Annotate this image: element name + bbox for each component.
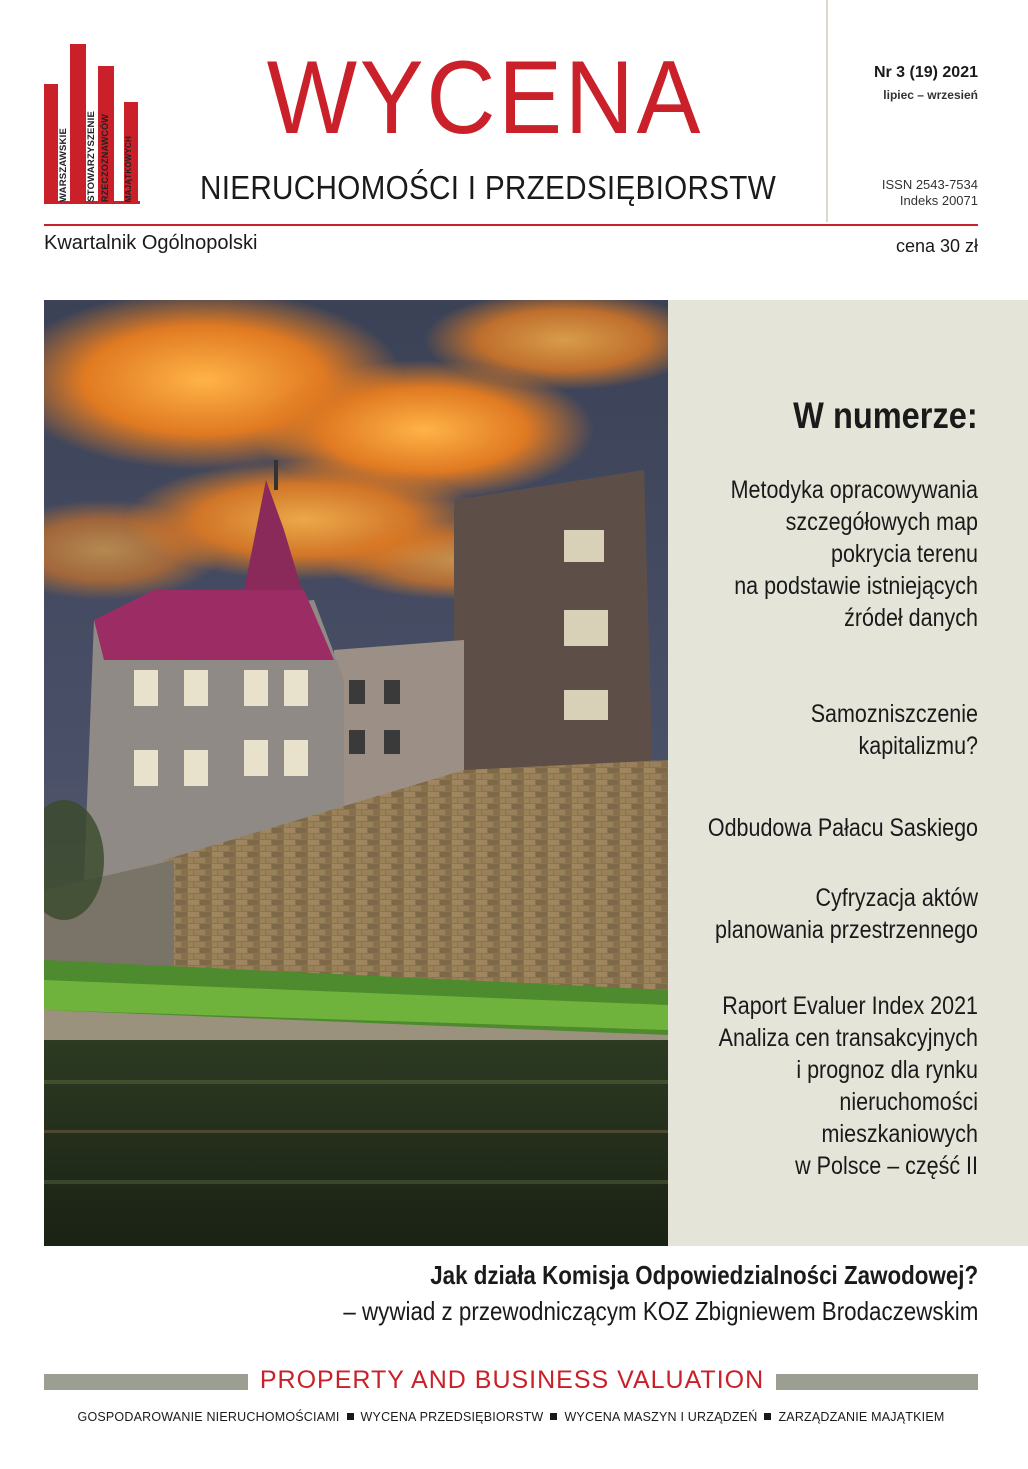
- toc-item-1: Metodyka opracowywania szczegółowych map pokrycia terenu na podstawie istniejących źródeł danych: [730, 476, 978, 632]
- interview-subline: – wywiad z przewodniczącym KOZ Zbigniewem Brodaczewskim: [343, 1296, 978, 1326]
- issue-number: Nr 3 (19) 2021: [873, 64, 978, 81]
- toc-item-4: Cyfryzacja aktów planowania przestrzennego: [715, 884, 978, 944]
- footer-bar-right: [776, 1374, 978, 1390]
- logo-line-4: MAJĄTKOWYCH: [124, 135, 133, 202]
- footer-category-4: ZARZĄDZANIE MAJĄTKIEM: [778, 1410, 945, 1424]
- cover-photo: [44, 300, 668, 1246]
- cover-photo-illustration: [44, 300, 668, 1246]
- magazine-subtitle: NIERUCHOMOŚCI I PRZEDSIĘBIORSTW: [200, 169, 777, 206]
- issue-period: lipiec – wrzesień: [883, 88, 978, 102]
- periodicity-label: Kwartalnik Ogólnopolski: [44, 232, 258, 254]
- footer-category-2: WYCENA PRZEDSIĘBIORSTW: [360, 1410, 544, 1424]
- logo-line-3: RZECZOZNAWCÓW: [100, 113, 110, 202]
- logo-line-1: WARSZAWSKIE: [58, 128, 69, 202]
- header-divider: [44, 224, 978, 226]
- price-label: cena 30 zł: [895, 236, 978, 256]
- footer-banner: PROPERTY AND BUSINESS VALUATION: [259, 1366, 765, 1394]
- toc-item-5: Raport Evaluer Index 2021 Analiza cen transakcyjnych i prognoz dla rynku nieruchomości mieszkaniowych w Polsce – część II: [718, 992, 978, 1180]
- separator-square-icon: [550, 1413, 557, 1420]
- toc-item-2: Samozniszczenie kapitalizmu?: [810, 700, 978, 760]
- footer-categories: [44, 1410, 978, 1424]
- logo-line-2: STOWARZYSZENIE: [86, 111, 97, 202]
- interview-headline: Jak działa Komisja Odpowiedzialności Zawodowej?: [430, 1260, 978, 1290]
- separator-square-icon: [764, 1413, 771, 1420]
- footer-category-1: GOSPODAROWANIE NIERUCHOMOŚCIAMI: [77, 1410, 340, 1424]
- contents-title: W numerze:: [793, 395, 978, 436]
- contents-panel: [668, 300, 1028, 1246]
- issn: ISSN 2543-7534: [881, 177, 978, 192]
- separator-square-icon: [347, 1413, 354, 1420]
- association-logo: [44, 44, 140, 204]
- footer-category-3: WYCENA MASZYN I URZĄDZEŃ: [564, 1410, 758, 1424]
- indeks: Indeks 20071: [899, 193, 978, 208]
- header-vertical-divider: [826, 0, 828, 222]
- toc-item-3: Odbudowa Pałacu Saskiego: [707, 814, 978, 842]
- magazine-title: WYCENA: [266, 40, 704, 156]
- footer-bar-left: [44, 1374, 248, 1390]
